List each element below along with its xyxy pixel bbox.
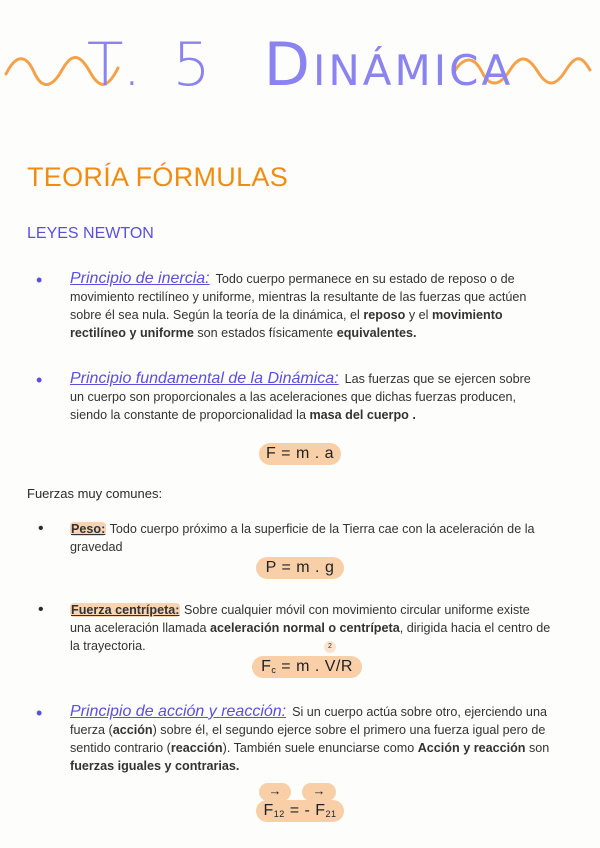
inercia-line-4b: son estados físicamente <box>193 326 337 340</box>
inercia-line-3b: reposo <box>363 308 406 322</box>
bullet-accion: • <box>36 703 43 723</box>
fundamental-line-3a: siendo la constante de proporcionalidad la <box>70 408 310 422</box>
formula-centripeta <box>252 656 362 678</box>
square-exponent: 2 <box>324 641 336 653</box>
inercia-line-3a: sobre él sea nula. Según la teoría de la dinámica, el <box>70 308 364 322</box>
fundamental-line-3 <box>70 406 590 424</box>
term-accion: Principio de acción y reacción: <box>70 703 287 720</box>
inercia-line-4a: rectilíneo y uniforme <box>70 326 194 340</box>
paragraph-inercia <box>70 270 590 342</box>
page-title <box>0 30 600 100</box>
bullet-fundamental: • <box>36 370 43 390</box>
centripeta-line-2c: , dirigida hacia el centro de <box>399 621 551 635</box>
fundamental-line-2: un cuerpo son proporcionales a las aceleraciones que dichas fuerzas producen, <box>70 390 516 404</box>
formula-centripeta-rest: = m . V/R <box>276 658 353 675</box>
accion-line-3b: reacción <box>170 741 223 755</box>
bullet-inercia: • <box>36 270 43 290</box>
centripeta-line-2a: una aceleración llamada <box>70 621 211 635</box>
formula-accion-reaccion <box>256 800 344 822</box>
accion-line-3c: ). También suele enunciarse como <box>222 741 418 755</box>
accion-line-3d: Acción y reacción <box>417 741 526 755</box>
accion-line-2 <box>70 721 595 739</box>
term-fundamental: Principio fundamental de la Dinámica: <box>70 370 339 387</box>
vector-arrow-left: → <box>259 783 291 801</box>
fundamental-line-3b: masa del cuerpo . <box>309 408 416 422</box>
accion-line-4 <box>70 757 595 775</box>
peso-line-1: Todo cuerpo próximo a la superficie de la Tierra cae con la aceleración de la <box>106 522 535 536</box>
term-inercia: Principio de inercia: <box>70 270 210 287</box>
formula-accion-sub1: 12 <box>273 809 285 819</box>
fundamental-line-1: Las fuerzas que se ejercen sobre <box>344 372 531 386</box>
formula-centripeta-f: F <box>261 658 272 675</box>
accion-line-3 <box>70 739 595 757</box>
inercia-line-4 <box>70 324 590 342</box>
accion-line-2a: fuerza ( <box>70 723 113 737</box>
accion-line-3a: sentido contrario ( <box>70 741 171 755</box>
peso-line-2: gravedad <box>70 540 123 554</box>
centripeta-line-1: Sobre cualquier móvil con movimiento circular uniforme existe <box>180 603 530 617</box>
term-centripeta: Fuerza centrípeta: <box>71 603 180 617</box>
subheading-leyes-newton: LEYES NEWTON <box>27 225 154 242</box>
centripeta-line-2 <box>70 619 595 637</box>
paragraph-accion <box>70 703 595 775</box>
inercia-line-3 <box>70 306 590 324</box>
inercia-line-4c: equivalentes. <box>336 326 417 340</box>
centripeta-line-3: la trayectoria. <box>70 639 146 653</box>
inercia-line-1: Todo cuerpo permanece en su estado de reposo o de <box>215 272 515 286</box>
heading-fuerzas-comunes: Fuerzas muy comunes: <box>27 486 163 501</box>
accion-line-2c: ) sobre él, el segundo ejerce sobre el primero una fuerza igual pero de <box>152 723 546 737</box>
term-peso: Peso: <box>71 522 106 536</box>
formula-accion-f1: F <box>263 802 274 819</box>
accion-line-3e: son <box>525 741 550 755</box>
bullet-peso: • <box>38 520 44 537</box>
centripeta-line-2b: aceleración normal o centrípeta <box>210 621 400 635</box>
bullet-centripeta: • <box>38 601 44 618</box>
accion-line-2b: acción <box>112 723 153 737</box>
title-code: T. 5 <box>86 30 217 100</box>
formula-accion-sub2: 21 <box>325 809 337 819</box>
paragraph-fundamental <box>70 370 590 424</box>
inercia-line-3d: movimiento <box>431 308 503 322</box>
title-word: Dinámica <box>263 30 514 100</box>
accion-line-1: Si un cuerpo actúa sobre otro, ejerciendo una <box>292 705 547 719</box>
inercia-line-2: movimiento rectilíneo y uniforme, mientras la resultante de las fuerzas que actúen <box>70 290 527 304</box>
formula-accion-mid: = - F <box>284 802 326 819</box>
formula-p-mg: P = m . g <box>256 557 344 579</box>
formula-f-ma: F = m . a <box>259 443 341 465</box>
vector-arrow-right: → <box>302 783 336 801</box>
inercia-line-3c: y el <box>405 308 432 322</box>
paragraph-peso <box>70 520 595 556</box>
formula-centripeta-sub: c <box>271 665 277 675</box>
accion-line-4b: fuerzas iguales y contrarias. <box>70 759 240 773</box>
section-heading-teoria: TEORÍA FÓRMULAS <box>27 162 289 192</box>
